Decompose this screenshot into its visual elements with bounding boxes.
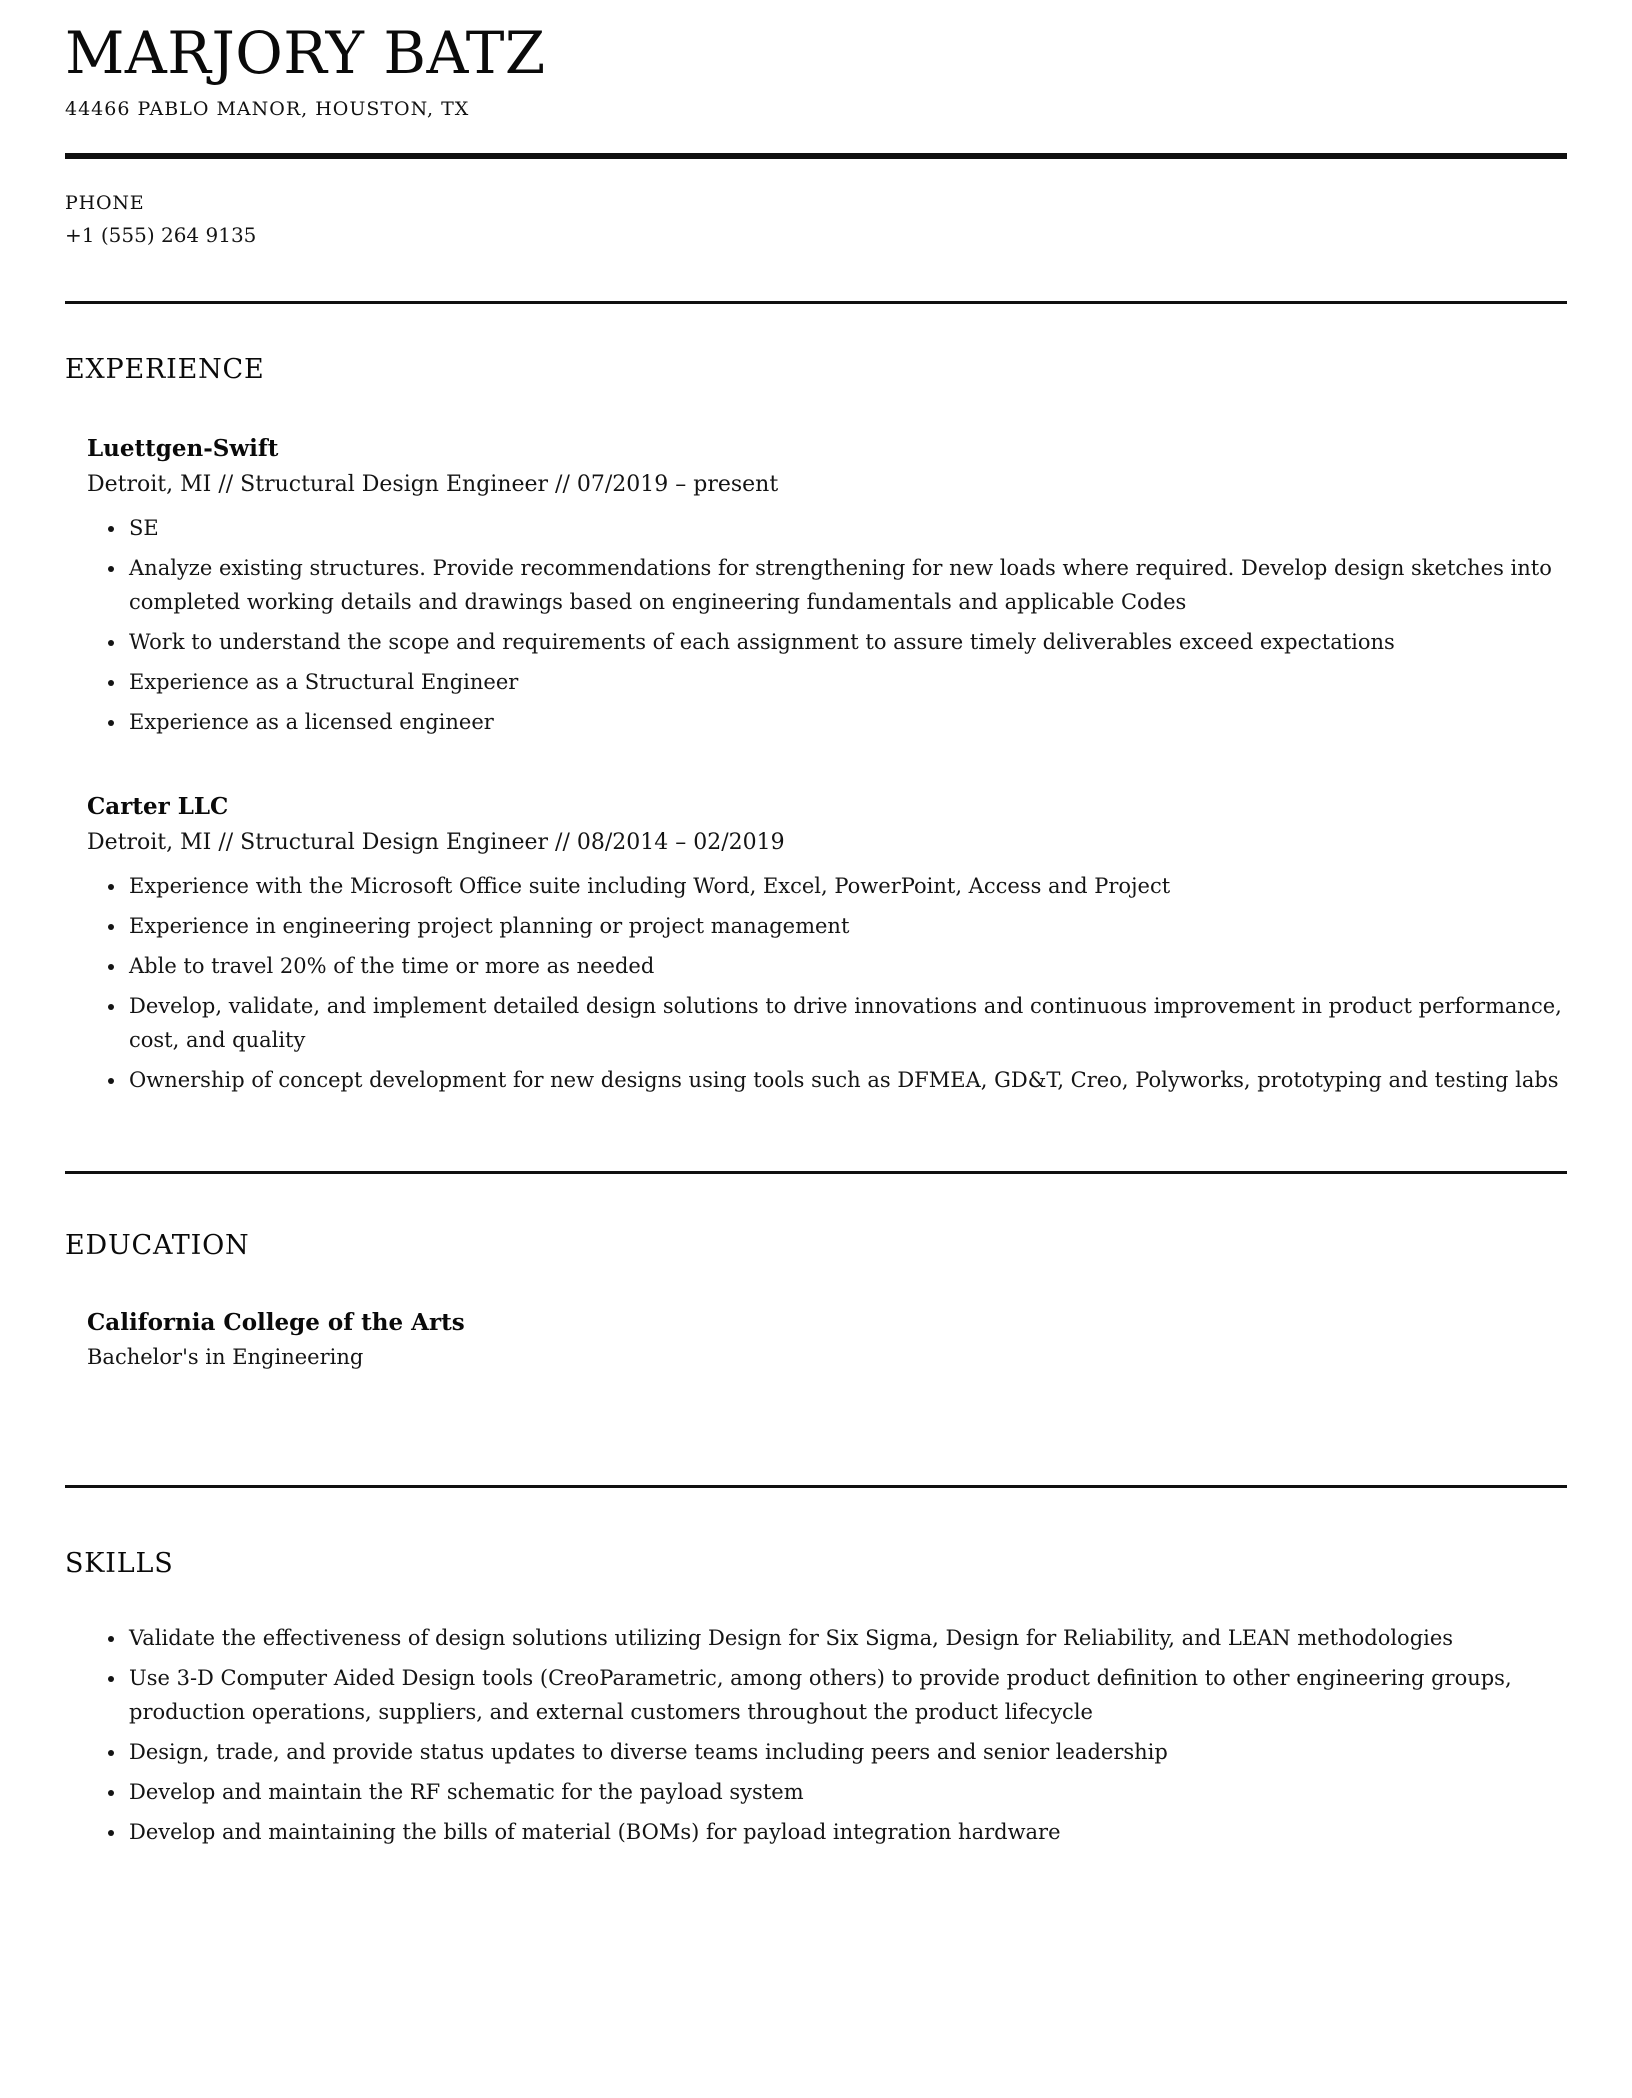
job-meta: Detroit, MI // Structural Design Engineer // 07/2019 – present <box>87 471 779 497</box>
experience-divider <box>65 1171 1567 1174</box>
skills-bullet-list <box>87 1621 1567 1849</box>
job-meta: Detroit, MI // Structural Design Engineer // 08/2014 – 02/2019 <box>87 829 785 855</box>
spacer <box>65 1369 1567 1427</box>
job-entry-luettgen-swift <box>87 435 1567 739</box>
experience-section <box>65 354 1567 1097</box>
job-bullet: • Experience as a licensed engineer <box>127 705 1567 739</box>
education-section <box>65 1230 1567 1427</box>
education-divider <box>65 1485 1567 1488</box>
contact-section <box>65 192 1567 247</box>
experience-section-title: EXPERIENCE <box>65 353 265 385</box>
candidate-name: MARJORY BATZ <box>65 19 546 87</box>
job-bullet: • Work to understand the scope and requirements of each assignment to assure timely deliverables exceed expectations <box>127 625 1567 659</box>
skill-bullet: • Use 3-D Computer Aided Design tools (CreoParametric, among others) to provide product definition to other engineering groups, production operations, suppliers, and external customers throughout the product lifecycle <box>127 1661 1567 1729</box>
job-bullet: • Experience as a Structural Engineer <box>127 665 1567 699</box>
job-bullet-list <box>87 511 1567 739</box>
job-bullet: • Experience with the Microsoft Office suite including Word, Excel, PowerPoint, Access and Project <box>127 869 1567 903</box>
phone-label: PHONE <box>65 191 145 214</box>
contact-divider <box>65 301 1567 304</box>
skill-bullet: • Design, trade, and provide status updates to diverse teams including peers and senior leadership <box>127 1735 1567 1769</box>
education-school: California College of the Arts <box>87 1308 465 1336</box>
job-bullet: • SE <box>127 511 1567 545</box>
phone-value: +1 (555) 264 9135 <box>65 222 257 247</box>
job-bullet: • Develop, validate, and implement detailed design solutions to drive innovations and continuous improvement in product performance, cost, and quality <box>127 989 1567 1057</box>
job-bullet: • Ownership of concept development for new designs using tools such as DFMEA, GD&T, Creo, Polyworks, prototyping and testing labs <box>127 1063 1567 1097</box>
skill-bullet: • Develop and maintain the RF schematic for the payload system <box>127 1775 1567 1809</box>
candidate-address: 44466 PABLO MANOR, HOUSTON, TX <box>65 97 470 120</box>
job-bullet: • Able to travel 20% of the time or more as needed <box>127 949 1567 983</box>
job-bullet-list <box>87 869 1567 1097</box>
education-degree: Bachelor's in Engineering <box>87 1344 364 1369</box>
header-divider <box>65 153 1567 159</box>
education-entry <box>87 1309 1567 1369</box>
job-entry-carter-llc <box>87 793 1567 1097</box>
skill-bullet: • Validate the effectiveness of design solutions utilizing Design for Six Sigma, Design for Reliability, and LEAN methodologies <box>127 1621 1567 1655</box>
skill-bullet: • Develop and maintaining the bills of material (BOMs) for payload integration hardware <box>127 1815 1567 1849</box>
resume-header <box>65 19 1567 120</box>
job-company: Carter LLC <box>87 792 229 820</box>
skills-section-title: SKILLS <box>65 1547 174 1579</box>
job-bullet: • Experience in engineering project planning or project management <box>127 909 1567 943</box>
job-company: Luettgen-Swift <box>87 434 279 462</box>
education-section-title: EDUCATION <box>65 1229 250 1261</box>
job-bullet: • Analyze existing structures. Provide recommendations for strengthening for new loads where required. Develop design sketches into completed working details and drawings based on engineering fundamentals and applicable Codes <box>127 551 1567 619</box>
skills-section <box>65 1548 1567 1849</box>
